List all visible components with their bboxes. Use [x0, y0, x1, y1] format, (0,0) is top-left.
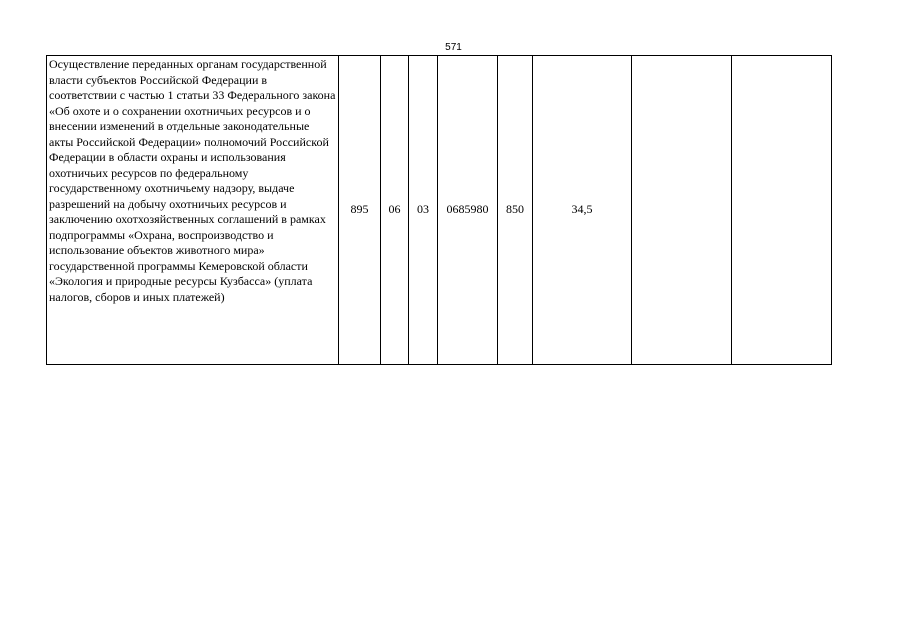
amount-2-cell	[632, 56, 732, 365]
target-article-cell: 0685980	[438, 56, 498, 365]
department-code-cell: 895	[339, 56, 381, 365]
section-cell: 06	[381, 56, 409, 365]
amount-cell: 34,5	[533, 56, 632, 365]
subsection-cell: 03	[409, 56, 438, 365]
amount-3-cell	[732, 56, 832, 365]
expense-type-cell: 850	[498, 56, 533, 365]
row-description-cell: Осуществление переданных органам государственной власти субъектов Российской Федерации в соответствии с частью 1 статьи 33 Федерального закона «Об охоте и о сохранении охотничьих ресурсов и о внесении изменений в отдельные законодательные акты Российской Федерации» полномочий Российской Федерации в области охраны и использования охотничьих ресурсов по федеральному государственному охотничьему надзору, выдаче разрешений на добычу охотничьих ресурсов и заключению охотхозяйственных соглашений в рамках подпрограммы «Охрана, воспроизводство и использование объектов животного мира» государственной программы Кемеровской области «Экология и природные ресурсы Кузбасса» (уплата налогов, сборов и иных платежей)	[47, 56, 339, 365]
page-number: 571	[445, 42, 462, 53]
budget-table	[46, 55, 832, 365]
table-row	[47, 56, 832, 365]
